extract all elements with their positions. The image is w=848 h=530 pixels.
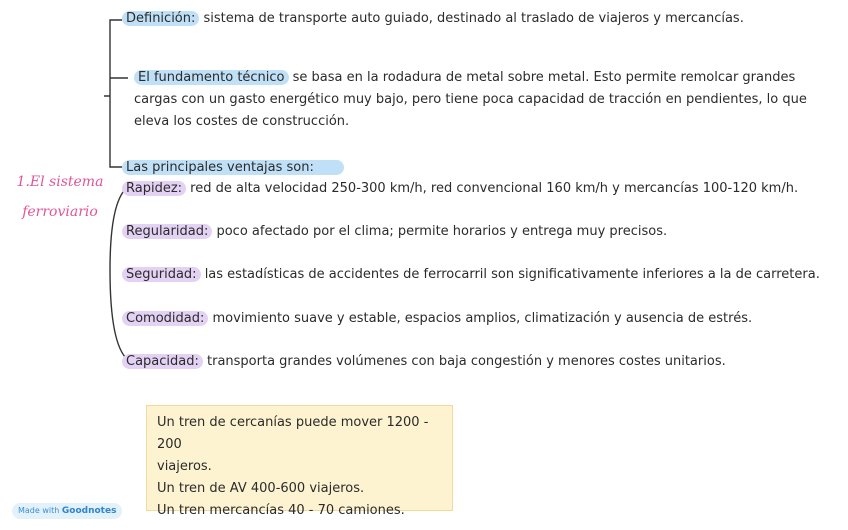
ventajas-heading: Las principales ventajas son: bbox=[122, 157, 344, 179]
ventaja-term: Capacidad: bbox=[122, 354, 203, 369]
page-title bbox=[14, 167, 106, 227]
title-line-2: ferroviario bbox=[22, 204, 98, 220]
definition-term: Definición: bbox=[122, 11, 199, 26]
fundamento-paragraph bbox=[134, 67, 824, 133]
ventaja-comodidad bbox=[122, 308, 752, 330]
ventaja-term: Rapidez: bbox=[122, 181, 186, 196]
ventaja-capacidad bbox=[122, 351, 726, 373]
badge-brand: Goodnotes bbox=[61, 506, 117, 516]
note-line: Un tren de AV 400-600 viajeros. bbox=[157, 481, 365, 496]
definition-line bbox=[122, 8, 744, 30]
ventaja-seguridad bbox=[122, 264, 820, 286]
badge-prefix: Made with bbox=[18, 506, 60, 515]
ventaja-term: Seguridad: bbox=[122, 267, 201, 282]
title-line-1: 1.El sistema bbox=[16, 174, 104, 190]
definition-text: sistema de transporte auto guiado, destinado al traslado de viajeros y mercancías. bbox=[199, 11, 744, 26]
note-box bbox=[146, 405, 453, 518]
ventaja-text: las estadísticas de accidentes de ferrocarril son significativamente inferiores a la de carretera. bbox=[200, 267, 820, 282]
ventaja-term: Comodidad: bbox=[122, 311, 208, 326]
fundamento-term: El fundamento técnico bbox=[134, 70, 289, 85]
ventaja-text: red de alta velocidad 250-300 km/h, red convencional 160 km/h y mercancías 100-120 km/h. bbox=[186, 181, 799, 196]
note-line: Un tren de cercanías puede mover 1200 - 200 bbox=[157, 415, 429, 452]
ventaja-text: movimiento suave y estable, espacios amplios, climatización y ausencia de estrés. bbox=[208, 311, 753, 326]
made-with-badge[interactable] bbox=[12, 503, 122, 519]
ventaja-text: transporta grandes volúmenes con baja congestión y menores costes unitarios. bbox=[202, 354, 726, 369]
note-line: Un tren mercancías 40 - 70 camiones. bbox=[157, 503, 405, 518]
ventaja-text: poco afectado por el clima; permite horarios y entrega muy precisos. bbox=[212, 224, 668, 239]
top-bracket bbox=[104, 20, 128, 167]
ventaja-term: Regularidad: bbox=[122, 224, 212, 239]
fundamento-text: se basa en la rodadura de metal sobre metal. Esto permite remolcar grandes cargas con un gasto energético muy bajo, pero tiene poca capacidad de tracción en pendientes, lo que eleva los costes de construcción. bbox=[134, 70, 807, 129]
ventaja-regularidad bbox=[122, 221, 667, 243]
note-line: viajeros. bbox=[157, 459, 212, 474]
ventaja-rapidez bbox=[122, 178, 798, 200]
